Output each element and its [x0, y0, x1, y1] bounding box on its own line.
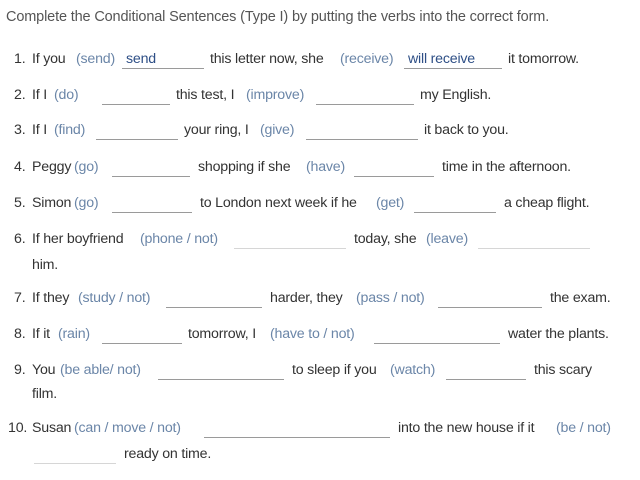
- verb-hint: (send): [76, 51, 116, 67]
- answer-blank[interactable]: [34, 463, 116, 464]
- sentence-text: time in the afternoon.: [442, 159, 571, 175]
- answer-blank[interactable]: [166, 307, 262, 308]
- sentence-9-continued: [14, 386, 634, 408]
- sentence-text: the exam.: [550, 290, 611, 306]
- sentence-text: If it: [32, 326, 50, 342]
- sentence-text: Peggy: [32, 159, 72, 175]
- sentence-2: [14, 87, 634, 109]
- verb-hint: (have): [306, 159, 346, 175]
- verb-hint: (study / not): [78, 290, 151, 306]
- verb-hint: (watch): [390, 362, 436, 378]
- item-number: 6.: [14, 231, 26, 247]
- sentence-9: [14, 362, 634, 384]
- answer-blank[interactable]: [234, 248, 346, 249]
- item-number: 7.: [14, 290, 26, 306]
- answer-text: send: [126, 51, 156, 67]
- verb-hint: (be able/ not): [60, 362, 141, 378]
- item-number: 4.: [14, 159, 26, 175]
- sentence-text: If I: [32, 87, 47, 103]
- answer-blank[interactable]: [446, 379, 526, 380]
- item-number: 1.: [14, 51, 26, 67]
- sentence-text: If I: [32, 122, 47, 138]
- sentence-text: this scary: [534, 362, 592, 378]
- sentence-6: [14, 231, 634, 253]
- answer-blank[interactable]: [414, 212, 496, 213]
- sentence-text: your ring, I: [184, 122, 249, 138]
- answer-blank[interactable]: [122, 68, 204, 69]
- verb-hint: (can / move / not): [74, 420, 181, 436]
- sentence-text: it tomorrow.: [508, 51, 579, 67]
- sentence-text: tomorrow, I: [188, 326, 256, 342]
- answer-blank[interactable]: [438, 307, 542, 308]
- verb-hint: (find): [54, 122, 86, 138]
- answer-blank[interactable]: [374, 343, 500, 344]
- item-number: 10.: [8, 420, 28, 436]
- answer-blank[interactable]: [102, 343, 182, 344]
- item-number: 8.: [14, 326, 26, 342]
- sentence-8: [14, 326, 634, 348]
- answer-blank[interactable]: [112, 176, 190, 177]
- verb-hint: (do): [54, 87, 79, 103]
- sentence-text: him.: [32, 257, 59, 273]
- item-number: 3.: [14, 122, 26, 138]
- sentence-text: today, she: [354, 231, 417, 247]
- exercise-title: Complete the Conditional Sentences (Type I) by putting the verbs into the correct form.: [6, 9, 550, 25]
- sentence-text: to London next week if he: [200, 195, 357, 211]
- sentence-text: If they: [32, 290, 70, 306]
- item-number: 5.: [14, 195, 26, 211]
- item-number: 9.: [14, 362, 26, 378]
- verb-hint: (give): [260, 122, 295, 138]
- sentence-10: [8, 420, 634, 442]
- sentence-text: a cheap flight.: [504, 195, 590, 211]
- sentence-text: film.: [32, 386, 58, 402]
- answer-blank[interactable]: [112, 212, 192, 213]
- verb-hint: (get): [376, 195, 405, 211]
- verb-hint: (go): [74, 159, 99, 175]
- sentence-1: [14, 51, 634, 73]
- sentence-text: it back to you.: [424, 122, 509, 138]
- sentence-4: [14, 159, 634, 181]
- answer-blank[interactable]: [316, 104, 414, 105]
- sentence-text: this letter now, she: [210, 51, 324, 67]
- sentence-10-continued: [14, 446, 634, 468]
- answer-blank[interactable]: [96, 139, 178, 140]
- sentence-text: harder, they: [270, 290, 343, 306]
- verb-hint: (pass / not): [356, 290, 425, 306]
- verb-hint: (leave): [426, 231, 468, 247]
- answer-blank[interactable]: [478, 248, 590, 249]
- answer-blank[interactable]: [102, 104, 170, 105]
- verb-hint: (go): [74, 195, 99, 211]
- verb-hint: (be / not): [556, 420, 611, 436]
- sentence-text: shopping if she: [198, 159, 291, 175]
- sentence-text: If you: [32, 51, 66, 67]
- verb-hint: (improve): [246, 87, 305, 103]
- sentence-text: to sleep if you: [292, 362, 377, 378]
- sentence-6-continued: [14, 257, 634, 279]
- sentence-7: [14, 290, 634, 312]
- sentence-text: If her boyfriend: [32, 231, 124, 247]
- sentence-text: into the new house if it: [398, 420, 535, 436]
- answer-blank[interactable]: [354, 176, 434, 177]
- sentence-text: Susan: [32, 420, 72, 436]
- sentence-text: my English.: [420, 87, 492, 103]
- sentence-3: [14, 122, 634, 144]
- sentence-text: ready on time.: [124, 446, 212, 462]
- sentence-text: this test, I: [176, 87, 235, 103]
- sentence-5: [14, 195, 634, 217]
- answer-blank[interactable]: [158, 379, 284, 380]
- verb-hint: (phone / not): [140, 231, 218, 247]
- sentence-text: Simon: [32, 195, 72, 211]
- answer-blank[interactable]: [404, 68, 502, 69]
- verb-hint: (have to / not): [270, 326, 355, 342]
- answer-blank[interactable]: [306, 139, 418, 140]
- item-number: 2.: [14, 87, 26, 103]
- verb-hint: (receive): [340, 51, 394, 67]
- answer-text: will receive: [408, 51, 475, 67]
- sentence-text: You: [32, 362, 56, 378]
- sentence-text: water the plants.: [508, 326, 609, 342]
- answer-blank[interactable]: [204, 437, 390, 438]
- verb-hint: (rain): [58, 326, 90, 342]
